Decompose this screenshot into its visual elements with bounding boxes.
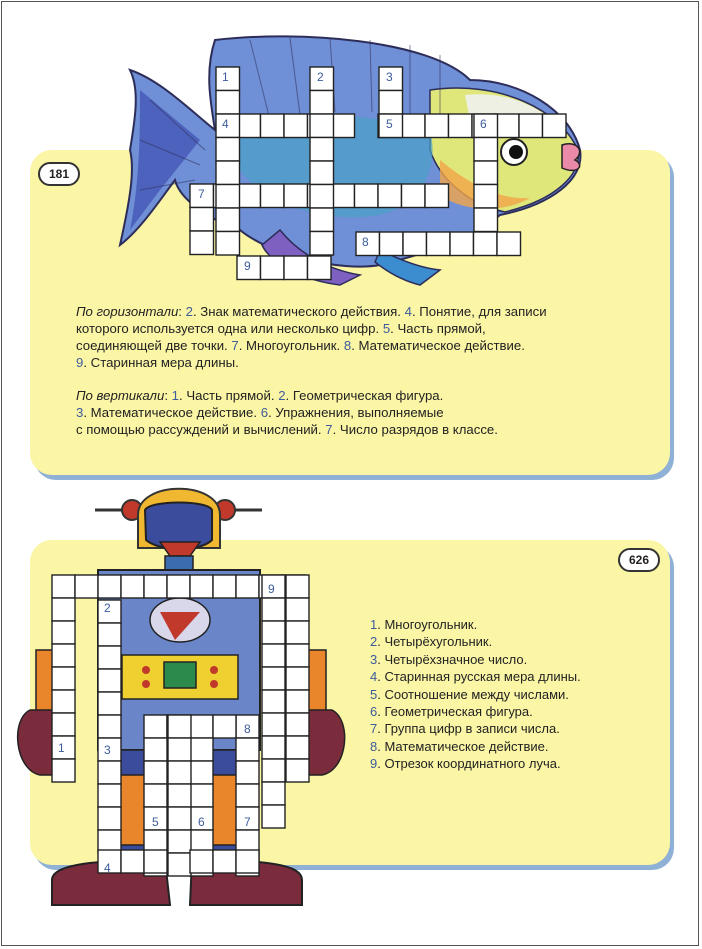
crossword-cell[interactable] [213,715,236,738]
clue-item: 6. Геометрическая фигура. [370,704,533,720]
crossword-cell[interactable] [52,667,75,690]
clue-item: 3. Четырёхзначное число. [370,651,528,667]
crossword-cell[interactable] [144,850,167,873]
crossword-number: 3 [386,70,393,84]
clue-item: 7. Группа цифр в записи числа. [370,721,560,737]
crossword-number: 7 [244,815,251,829]
crossword-cell[interactable] [168,853,191,876]
crossword-number: 2 [104,601,111,615]
exercise-number-badge: 181 [38,162,80,186]
crossword-cell[interactable] [52,759,75,782]
crossword-cell[interactable] [286,690,309,713]
crossword-cell[interactable] [286,621,309,644]
crossword-number: 1 [222,70,229,84]
crossword-cell[interactable] [98,575,121,598]
crossword-cell[interactable] [213,850,236,873]
clue-item: 8. Математическое действие. [370,738,549,754]
crossword-cell[interactable] [262,621,285,644]
crossword-cell[interactable] [262,667,285,690]
crossword-number: 7 [198,187,205,201]
crossword-cell[interactable] [286,598,309,621]
crossword-cell[interactable] [98,807,121,830]
crossword-number: 1 [58,741,65,755]
crossword-cell[interactable] [121,575,144,598]
crossword-cell[interactable] [190,738,213,761]
crossword-cell[interactable] [262,805,285,828]
crossword-cell[interactable] [168,715,191,738]
crossword-cell[interactable] [98,761,121,784]
crossword-cell[interactable] [236,784,259,807]
crossword-cell[interactable] [262,713,285,736]
crossword-cell[interactable] [286,736,309,759]
crossword-number: 5 [152,815,159,829]
crossword-cell[interactable] [236,850,259,873]
crossword-cell[interactable] [286,667,309,690]
crossword-cell[interactable] [144,738,167,761]
crossword-cell[interactable] [286,575,309,598]
crossword-cell[interactable] [262,644,285,667]
crossword-626-clues [370,616,670,773]
crossword-number: 9 [244,259,251,273]
crossword-cell[interactable] [52,598,75,621]
crossword-cell[interactable] [144,715,167,738]
crossword-cell[interactable] [98,669,121,692]
crossword-cell[interactable] [52,644,75,667]
crossword-number: 3 [104,743,111,757]
crossword-cell[interactable] [262,690,285,713]
crossword-cell[interactable] [262,598,285,621]
crossword-cell[interactable] [286,759,309,782]
crossword-cell[interactable] [190,784,213,807]
across-label: По горизонтали [76,304,179,319]
crossword-number: 6 [480,117,487,131]
crossword-cell[interactable] [286,644,309,667]
crossword-number: 2 [317,70,324,84]
crossword-cell[interactable] [98,646,121,669]
crossword-cell[interactable] [262,782,285,805]
crossword-cell[interactable] [98,692,121,715]
crossword-cell[interactable] [144,784,167,807]
crossword-cell[interactable] [168,807,191,830]
crossword-cell[interactable] [236,575,259,598]
crossword-cell[interactable] [190,575,213,598]
clue-item: 4. Старинная русская мера длины. [370,669,581,685]
crossword-cell[interactable] [52,575,75,598]
crossword-cell[interactable] [144,761,167,784]
crossword-number: 4 [104,861,111,875]
crossword-cell[interactable] [168,830,191,853]
crossword-cell[interactable] [168,738,191,761]
crossword-number: 6 [198,815,205,829]
exercise-number-badge: 626 [618,548,660,572]
crossword-cell[interactable] [262,736,285,759]
clue-item: 9. Отрезок координатного луча. [370,756,561,772]
crossword-cell[interactable] [213,575,236,598]
crossword-cell[interactable] [236,738,259,761]
crossword-number: 4 [222,117,229,131]
crossword-cell[interactable] [52,713,75,736]
clue-item: 2. Четырёхугольник. [370,634,493,650]
crossword-cell[interactable] [144,575,167,598]
crossword-number: 8 [244,722,251,736]
clue-item: 5. Соотношение между числами. [370,686,569,702]
crossword-cell[interactable] [168,761,191,784]
clue-item: 1. Многоугольник. [370,617,478,632]
down-label: По вертикали [76,388,165,403]
crossword-cell[interactable] [190,715,213,738]
crossword-cell[interactable] [52,690,75,713]
crossword-cell[interactable] [52,621,75,644]
crossword-cell[interactable] [190,761,213,784]
crossword-number: 9 [268,582,275,596]
crossword-cell[interactable] [75,575,98,598]
crossword-number: 5 [386,117,393,131]
crossword-cell[interactable] [121,850,144,873]
crossword-cell[interactable] [190,850,213,873]
crossword-number: 8 [362,235,369,249]
down-clues: По вертикали: 1. Часть прямой. 2. Геометрическая фигура. 3. Математическое действие. 6. Упражнения, выполняемые с помощью рассуждений и вычислений. 7. Число разрядов в классе. [76,388,498,437]
crossword-cell[interactable] [98,715,121,738]
crossword-cell[interactable] [168,784,191,807]
crossword-cell[interactable] [98,623,121,646]
crossword-cell[interactable] [236,761,259,784]
crossword-cell[interactable] [98,784,121,807]
across-clues: По горизонтали: 2. Знак математического действия. 4. Понятие, для записи которого используется одна или несколько цифр. 5. Часть прямой, соединяющей две точки. 7. Многоугольник. 8. Математическое действие. 9. Старинная мера длины. [76,304,547,370]
crossword-cell[interactable] [286,713,309,736]
crossword-cell[interactable] [262,759,285,782]
crossword-cell[interactable] [167,575,190,598]
